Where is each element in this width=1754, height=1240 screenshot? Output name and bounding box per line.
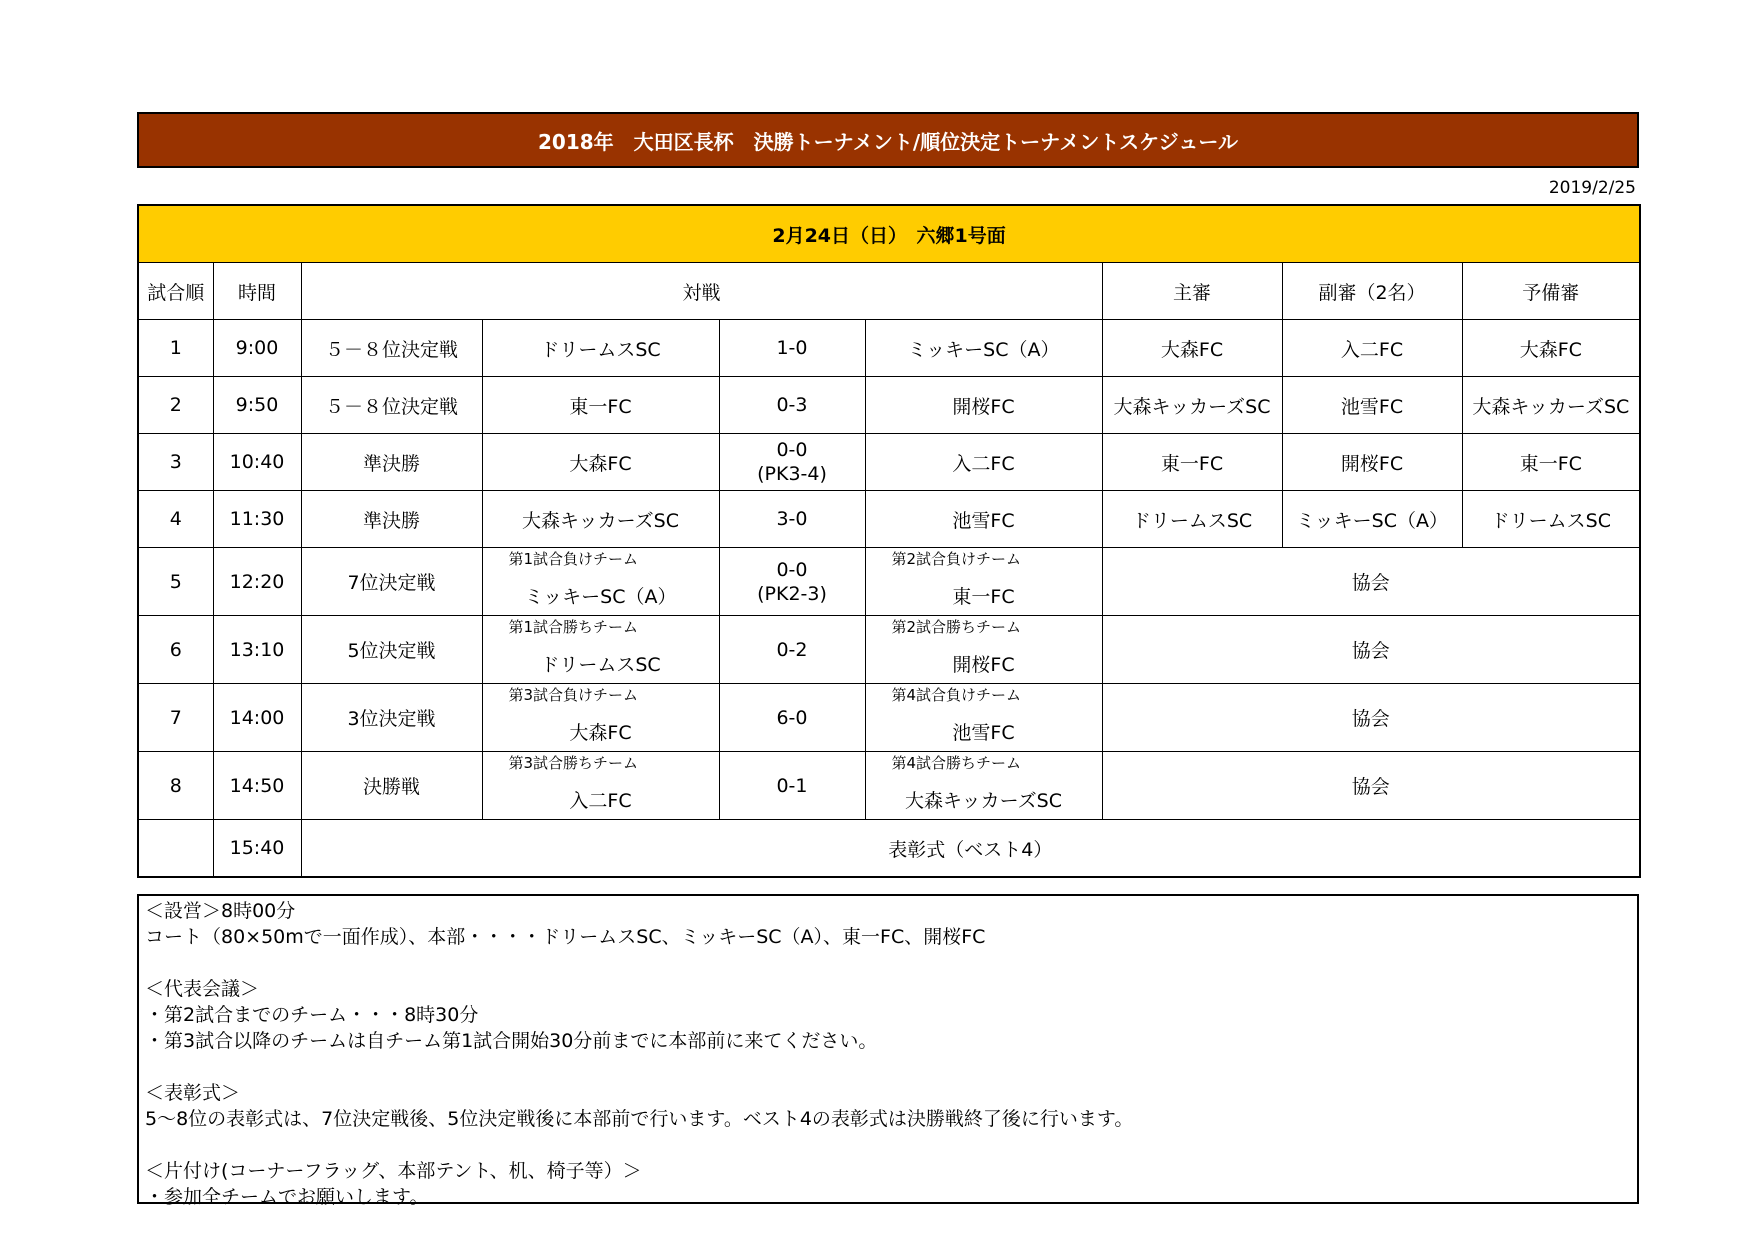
- match-time: 10:40: [213, 434, 301, 491]
- match-time: 9:00: [213, 320, 301, 377]
- assistant-referee: 入二FC: [1282, 320, 1462, 377]
- away-team: 開桜FC: [865, 377, 1102, 434]
- table-row: [138, 548, 1640, 616]
- match-round: ５－８位決定戦: [301, 377, 482, 434]
- match-time: 11:30: [213, 491, 301, 548]
- award-heading: ＜表彰式＞: [145, 1082, 241, 1104]
- spacer: [145, 950, 1631, 976]
- match-score: [719, 548, 865, 616]
- cleanup-heading: ＜片付け(コーナーフラッグ、本部テント、机、椅子等）＞: [145, 1160, 642, 1182]
- referee: 大森キッカーズSC: [1102, 377, 1282, 434]
- ceremony-row: [138, 820, 1640, 878]
- setup-heading: ＜設営＞8時00分: [145, 900, 296, 922]
- home-team: [482, 616, 719, 684]
- award-text: 5～8位の表彰式は、7位決定戦後、5位決定戦後に本部前で行います。ベスト4の表彰式は決勝戦終了後に行います。: [145, 1108, 1134, 1130]
- reserve-referee: 大森FC: [1462, 320, 1640, 377]
- home-team-note: 第1試合負けチーム: [508, 550, 639, 568]
- match-order: 8: [138, 752, 213, 820]
- cleanup-text: ・参加全チームでお願いします。: [145, 1186, 429, 1208]
- table-row: [138, 491, 1640, 548]
- home-team: [482, 752, 719, 820]
- match-time: 14:00: [213, 684, 301, 752]
- match-time: 12:20: [213, 548, 301, 616]
- table-row: [138, 434, 1640, 491]
- away-team-name: 東一FC: [952, 586, 1015, 608]
- header-row: [138, 263, 1640, 320]
- away-team: 池雪FC: [865, 491, 1102, 548]
- score-value: 0-0: [776, 439, 808, 461]
- away-team-name: 開桜FC: [952, 654, 1015, 676]
- away-team-note: 第2試合負けチーム: [891, 550, 1022, 568]
- match-round: 5位決定戦: [301, 616, 482, 684]
- match-round: 準決勝: [301, 491, 482, 548]
- match-score: 1-0: [719, 320, 865, 377]
- away-team: [865, 616, 1102, 684]
- home-team: 大森キッカーズSC: [482, 491, 719, 548]
- schedule-table: [137, 204, 1641, 878]
- ceremony-order: [138, 820, 213, 878]
- away-team-note: 第4試合勝ちチーム: [891, 754, 1022, 772]
- referee: 東一FC: [1102, 434, 1282, 491]
- away-team: 入二FC: [865, 434, 1102, 491]
- home-team-note: 第3試合勝ちチーム: [508, 754, 639, 772]
- score-pk: (PK3-4): [757, 463, 827, 485]
- match-order: 4: [138, 491, 213, 548]
- home-team: [482, 684, 719, 752]
- match-score: 0-3: [719, 377, 865, 434]
- away-team-name: 大森キッカーズSC: [905, 790, 1062, 812]
- table-row: [138, 377, 1640, 434]
- header-order: 試合順: [138, 263, 213, 320]
- spacer: [145, 1054, 1631, 1080]
- match-round: ５－８位決定戦: [301, 320, 482, 377]
- away-team-note: 第2試合勝ちチーム: [891, 618, 1022, 636]
- setup-text: コート（80×50mで一面作成）、本部・・・・ドリームスSC、ミッキーSC（A）、東一FC、開桜FC: [145, 926, 986, 948]
- header-assistant: 副審（2名）: [1282, 263, 1462, 320]
- away-team: [865, 684, 1102, 752]
- assistant-referee: ミッキーSC（A）: [1282, 491, 1462, 548]
- match-order: 7: [138, 684, 213, 752]
- match-order: 5: [138, 548, 213, 616]
- table-row: [138, 320, 1640, 377]
- match-score: 3-0: [719, 491, 865, 548]
- meeting-line: ・第3試合以降のチームは自チーム第1試合開始30分前までに本部前に来てください。: [145, 1030, 878, 1052]
- day-header: 2月24日（日） 六郷1号面: [138, 205, 1640, 263]
- home-team: [482, 548, 719, 616]
- home-team-note: 第3試合負けチーム: [508, 686, 639, 704]
- score-value: 0-0: [776, 558, 808, 581]
- match-score: 0-1: [719, 752, 865, 820]
- meeting-line: ・第2試合までのチーム・・・8時30分: [145, 1004, 479, 1026]
- match-order: 2: [138, 377, 213, 434]
- match-time: 9:50: [213, 377, 301, 434]
- assistant-referee: 池雪FC: [1282, 377, 1462, 434]
- notes-box: [137, 894, 1639, 1208]
- officials: 協会: [1102, 616, 1640, 684]
- match-round: 7位決定戦: [301, 548, 482, 616]
- table-row: [138, 752, 1640, 820]
- referee: ドリームスSC: [1102, 491, 1282, 548]
- document-date: 2019/2/25: [1548, 178, 1636, 198]
- home-team: 東一FC: [482, 377, 719, 434]
- header-match: 対戦: [301, 263, 1102, 320]
- header-time: 時間: [213, 263, 301, 320]
- away-team: [865, 752, 1102, 820]
- score-pk: (PK2-3): [757, 582, 827, 605]
- home-team: ドリームスSC: [482, 320, 719, 377]
- home-team: 大森FC: [482, 434, 719, 491]
- match-order: 1: [138, 320, 213, 377]
- match-round: 3位決定戦: [301, 684, 482, 752]
- ceremony-label: 表彰式（ベスト4）: [301, 820, 1640, 878]
- officials: 協会: [1102, 684, 1640, 752]
- match-round: 決勝戦: [301, 752, 482, 820]
- reserve-referee: 大森キッカーズSC: [1462, 377, 1640, 434]
- meeting-heading: ＜代表会議＞: [145, 978, 260, 1000]
- spacer: [145, 1132, 1631, 1158]
- home-team-name: ドリームスSC: [540, 654, 661, 676]
- away-team-note: 第4試合負けチーム: [891, 686, 1022, 704]
- referee: 大森FC: [1102, 320, 1282, 377]
- away-team: [865, 548, 1102, 616]
- match-score: 6-0: [719, 684, 865, 752]
- away-team: ミッキーSC（A）: [865, 320, 1102, 377]
- match-round: 準決勝: [301, 434, 482, 491]
- header-reserve: 予備審: [1462, 263, 1640, 320]
- ceremony-time: 15:40: [213, 820, 301, 878]
- reserve-referee: 東一FC: [1462, 434, 1640, 491]
- away-team-name: 池雪FC: [952, 722, 1015, 744]
- document-title: 2018年 大田区長杯 決勝トーナメント/順位決定トーナメントスケジュール: [137, 112, 1639, 168]
- match-score: 0-2: [719, 616, 865, 684]
- assistant-referee: 開桜FC: [1282, 434, 1462, 491]
- home-team-name: 入二FC: [569, 790, 632, 812]
- match-time: 14:50: [213, 752, 301, 820]
- match-order: 6: [138, 616, 213, 684]
- home-team-name: 大森FC: [569, 722, 632, 744]
- home-team-note: 第1試合勝ちチーム: [508, 618, 639, 636]
- match-time: 13:10: [213, 616, 301, 684]
- match-score: [719, 434, 865, 491]
- header-referee: 主審: [1102, 263, 1282, 320]
- officials: 協会: [1102, 548, 1640, 616]
- reserve-referee: ドリームスSC: [1462, 491, 1640, 548]
- home-team-name: ミッキーSC（A）: [524, 586, 677, 608]
- match-order: 3: [138, 434, 213, 491]
- table-row: [138, 616, 1640, 684]
- officials: 協会: [1102, 752, 1640, 820]
- table-row: [138, 684, 1640, 752]
